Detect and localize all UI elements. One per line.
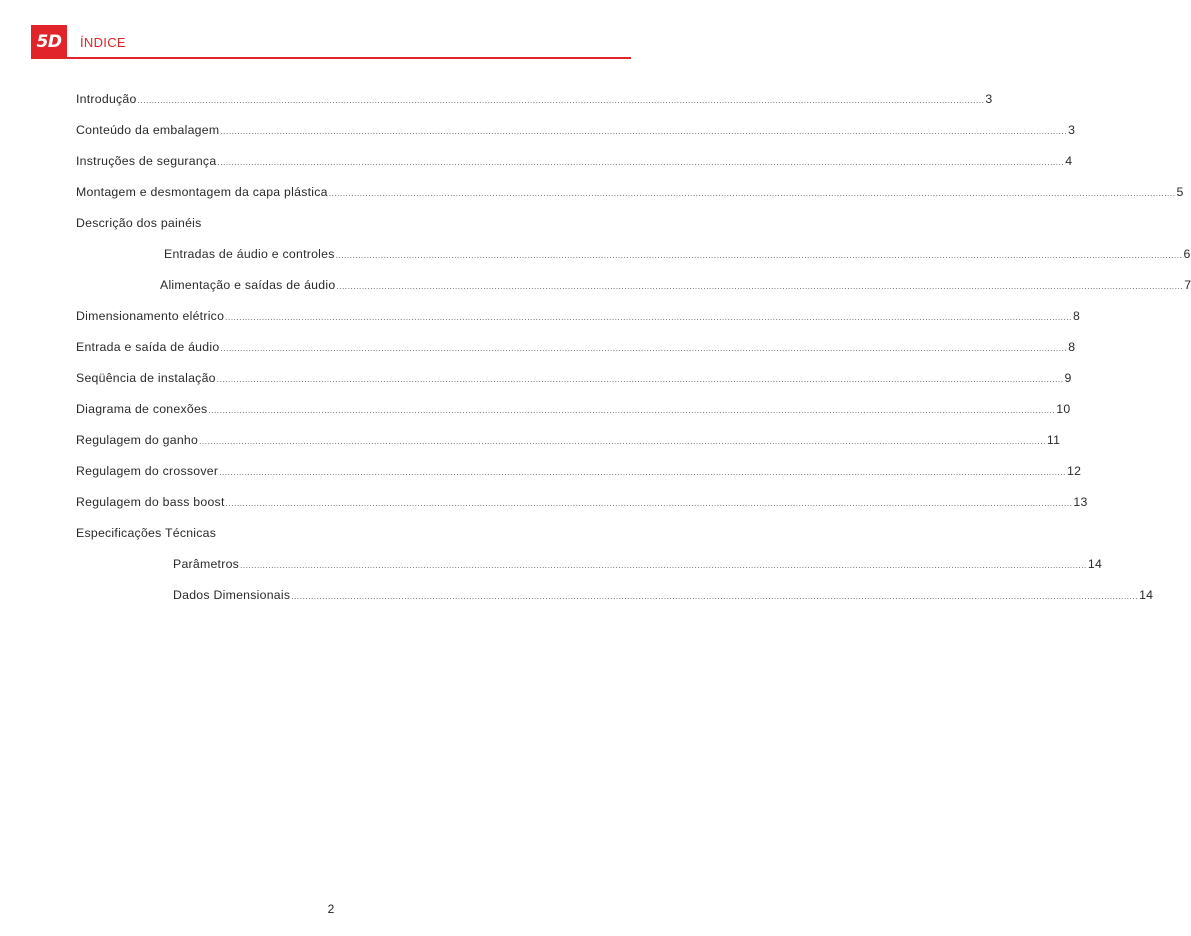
toc-entry[interactable] xyxy=(76,492,1088,523)
toc-entry[interactable] xyxy=(76,585,1154,616)
toc-entry-label: Conteúdo da embalagem xyxy=(76,123,220,137)
toc-entry[interactable] xyxy=(76,523,586,554)
page-number: 2 xyxy=(327,902,335,916)
toc-entry-page: 11 xyxy=(1046,433,1061,447)
toc-dot-leader: ............................................................................................................................................................................................................................................................................................................ xyxy=(220,127,1068,136)
toc-dot-leader: ............................................................................................................................................................................................................................................................................................................ xyxy=(208,406,1056,415)
toc-entry[interactable] xyxy=(76,275,1191,306)
brand-logo: 5D xyxy=(31,25,67,59)
toc-entry-label: Montagem e desmontagem da capa plástica xyxy=(76,185,328,199)
toc-entry-page: 13 xyxy=(1073,495,1088,509)
toc-entry[interactable] xyxy=(76,399,1071,430)
page-header xyxy=(31,25,631,61)
table-of-contents xyxy=(76,89,1191,616)
toc-entry-label: Dimensionamento elétrico xyxy=(76,309,225,323)
toc-entry-label: Regulagem do crossover xyxy=(76,464,219,478)
toc-entry-page: 3 xyxy=(985,92,993,106)
toc-entry-label: Regulagem do bass boost xyxy=(76,495,225,509)
toc-entry[interactable] xyxy=(76,213,586,244)
toc-entry-label: Diagrama de conexões xyxy=(76,402,208,416)
toc-entry-label: Regulagem do ganho xyxy=(76,433,199,447)
toc-entry[interactable] xyxy=(76,430,1061,461)
toc-entry-page: 4 xyxy=(1065,154,1073,168)
toc-entry[interactable] xyxy=(76,89,993,120)
toc-entry-page: 8 xyxy=(1072,309,1081,323)
toc-entry-page: 6 xyxy=(1183,247,1191,261)
toc-entry-label: Seqüência de instalação xyxy=(76,371,216,385)
toc-entry[interactable] xyxy=(76,337,1076,368)
page-title: ÍNDICE xyxy=(80,35,126,50)
toc-entry-page: 10 xyxy=(1056,402,1071,416)
toc-entry[interactable] xyxy=(76,244,1191,275)
toc-entry[interactable] xyxy=(76,120,1076,151)
toc-entry-page: 12 xyxy=(1067,464,1082,478)
toc-dot-leader: ............................................................................................................................................................................................................................................................................................................ xyxy=(335,251,1183,260)
toc-entry-label: Parâmetros xyxy=(173,557,240,571)
toc-entry[interactable] xyxy=(76,151,1073,182)
toc-entry-page: 9 xyxy=(1064,371,1072,385)
toc-entry[interactable] xyxy=(76,306,1081,337)
toc-entry-label: Instruções de segurança xyxy=(76,154,217,168)
toc-dot-leader: ............................................................................................................................................................................................................................................................................................................ xyxy=(240,561,1087,570)
toc-entry-label: Alimentação e saídas de áudio xyxy=(160,278,336,292)
toc-entry-page: 14 xyxy=(1087,557,1103,571)
toc-entry-page: 14 xyxy=(1139,588,1154,602)
toc-entry[interactable] xyxy=(76,554,1103,585)
toc-dot-leader: ............................................................................................................................................................................................................................................................................................................ xyxy=(225,313,1072,322)
toc-dot-leader: ............................................................................................................................................................................................................................................................................................................ xyxy=(291,592,1139,601)
toc-entry-label: Entradas de áudio e controles xyxy=(164,247,335,261)
toc-entry-page: 3 xyxy=(1068,123,1076,137)
toc-entry-page: 8 xyxy=(1068,340,1076,354)
toc-entry-label: Introdução xyxy=(76,92,137,106)
toc-dot-leader: ............................................................................................................................................................................................................................................................................................................ xyxy=(137,96,985,105)
toc-entry-page: 7 xyxy=(1184,278,1191,292)
toc-dot-leader: ............................................................................................................................................................................................................................................................................................................ xyxy=(219,468,1066,477)
toc-dot-leader: ............................................................................................................................................................................................................................................................................................................ xyxy=(336,282,1184,291)
toc-entry[interactable] xyxy=(76,461,1082,492)
toc-dot-leader: ............................................................................................................................................................................................................................................................................................................ xyxy=(199,437,1046,446)
toc-dot-leader: ............................................................................................................................................................................................................................................................................................................ xyxy=(217,158,1065,167)
toc-entry[interactable] xyxy=(76,182,1184,213)
toc-entry-label: Dados Dimensionais xyxy=(173,588,291,602)
toc-entry-label: Entrada e saída de áudio xyxy=(76,340,220,354)
header-divider xyxy=(31,57,631,59)
toc-entry-label: Especificações Técnicas xyxy=(76,526,217,540)
toc-entry[interactable] xyxy=(76,368,1072,399)
toc-entry-label: Descrição dos painéis xyxy=(76,216,202,230)
toc-entry-page: 5 xyxy=(1176,185,1184,199)
toc-dot-leader: ............................................................................................................................................................................................................................................................................................................ xyxy=(220,344,1068,353)
toc-dot-leader: ............................................................................................................................................................................................................................................................................................................ xyxy=(328,189,1176,198)
toc-dot-leader: ............................................................................................................................................................................................................................................................................................................ xyxy=(216,375,1064,384)
toc-dot-leader: ............................................................................................................................................................................................................................................................................................................ xyxy=(225,499,1073,508)
